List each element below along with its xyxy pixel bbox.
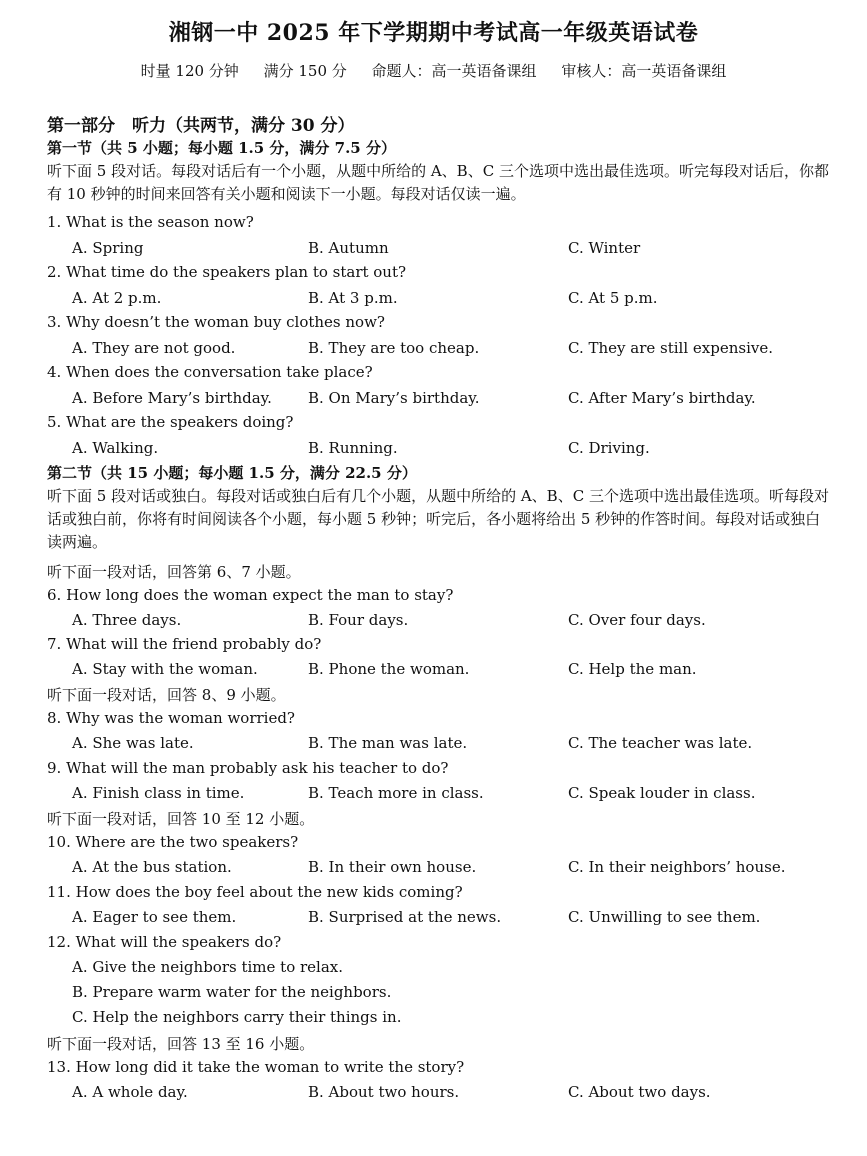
question-4-stem: 4. When does the conversation take place? xyxy=(47,363,373,381)
section2-instructions: 听下面 5 段对话或独白。每段对话或独白后有几个小题，从题中所给的 A、B、C 三个选项中选出最佳选项。听每段对话或独白前，你将有时间阅读各个小题，每小题 5 秒钟；听完后，各小题将给出 5 秒钟的作答时间。每段对话或独白读两遍。 xyxy=(47,487,829,551)
question-4-option-a: A. Before Mary’s birthday. xyxy=(72,389,272,407)
question-7-stem: 7. What will the friend probably do? xyxy=(47,635,322,653)
question-1-option-a: A. Spring xyxy=(72,239,144,257)
question-3-option-c: C. They are still expensive. xyxy=(568,339,773,357)
question-10-option-c: C. In their neighbors’ house. xyxy=(568,858,786,876)
question-12-option-b: B. Prepare warm water for the neighbors. xyxy=(72,983,392,1001)
question-9-stem: 9. What will the man probably ask his teacher to do? xyxy=(47,759,449,777)
question-7-option-b: B. Phone the woman. xyxy=(308,660,470,678)
question-6-option-b: B. Four days. xyxy=(308,611,409,629)
question-6-stem: 6. How long does the woman expect the man to stay? xyxy=(47,586,454,604)
question-4-option-c: C. After Mary’s birthday. xyxy=(568,389,756,407)
prompt-6-7: 听下面一段对话，回答第 6、7 小题。 xyxy=(47,563,301,581)
question-13-option-a: A. A whole day. xyxy=(72,1083,188,1101)
question-9-option-c: C. Speak louder in class. xyxy=(568,784,756,802)
exam-meta xyxy=(0,60,867,81)
part1-heading: 第一部分 听力（共两节，满分 30 分） xyxy=(47,116,355,136)
question-13-option-b: B. About two hours. xyxy=(308,1083,460,1101)
question-2-option-b: B. At 3 p.m. xyxy=(308,289,398,307)
question-7-option-a: A. Stay with the woman. xyxy=(72,660,258,678)
question-1-option-c: C. Winter xyxy=(568,239,641,257)
question-12-option-a: A. Give the neighbors time to relax. xyxy=(72,958,344,976)
question-5-stem: 5. What are the speakers doing? xyxy=(47,413,294,431)
question-5-option-b: B. Running. xyxy=(308,439,398,457)
question-8-stem: 8. Why was the woman worried? xyxy=(47,709,295,727)
question-1-stem: 1. What is the season now? xyxy=(47,213,254,231)
question-11-option-a: A. Eager to see them. xyxy=(72,908,237,926)
question-4-option-b: B. On Mary’s birthday. xyxy=(308,389,480,407)
reviewer: 审核人：高一英语备课组 xyxy=(561,62,727,80)
question-3-option-b: B. They are too cheap. xyxy=(308,339,480,357)
author: 命题人：高一英语备课组 xyxy=(371,62,537,80)
question-2-option-c: C. At 5 p.m. xyxy=(568,289,658,307)
question-12-option-c: C. Help the neighbors carry their things in. xyxy=(72,1008,402,1026)
section1-heading: 第一节（共 5 小题；每小题 1.5 分，满分 7.5 分） xyxy=(47,139,396,157)
section2-heading: 第二节（共 15 小题；每小题 1.5 分，满分 22.5 分） xyxy=(47,464,417,482)
question-2-stem: 2. What time do the speakers plan to start out? xyxy=(47,263,407,281)
question-9-option-a: A. Finish class in time. xyxy=(72,784,245,802)
question-11-stem: 11. How does the boy feel about the new kids coming? xyxy=(47,883,463,901)
question-8-option-b: B. The man was late. xyxy=(308,734,468,752)
prompt-10-12: 听下面一段对话，回答 10 至 12 小题。 xyxy=(47,810,315,828)
question-13-option-c: C. About two days. xyxy=(568,1083,711,1101)
question-9-option-b: B. Teach more in class. xyxy=(308,784,484,802)
question-6-option-a: A. Three days. xyxy=(72,611,182,629)
exam-title: 湘钢一中 2025 年下学期期中考试高一年级英语试卷 xyxy=(168,20,699,46)
question-11-option-c: C. Unwilling to see them. xyxy=(568,908,761,926)
time-limit: 时量 120 分钟 xyxy=(140,62,239,80)
section1-instructions: 听下面 5 段对话。每段对话后有一个小题，从题中所给的 A、B、C 三个选项中选出最佳选项。听完每段对话后，你都有 10 秒钟的时间来回答有关小题和阅读下一小题。每段对话仅读一遍。 xyxy=(47,162,829,203)
prompt-13-16: 听下面一段对话，回答 13 至 16 小题。 xyxy=(47,1035,315,1053)
question-8-option-c: C. The teacher was late. xyxy=(568,734,753,752)
question-10-option-b: B. In their own house. xyxy=(308,858,477,876)
question-5-option-a: A. Walking. xyxy=(72,439,159,457)
question-8-option-a: A. She was late. xyxy=(72,734,194,752)
prompt-8-9: 听下面一段对话，回答 8、9 小题。 xyxy=(47,686,286,704)
question-10-stem: 10. Where are the two speakers? xyxy=(47,833,299,851)
question-5-option-c: C. Driving. xyxy=(568,439,650,457)
question-2-option-a: A. At 2 p.m. xyxy=(72,289,162,307)
question-3-option-a: A. They are not good. xyxy=(72,339,236,357)
question-13-stem: 13. How long did it take the woman to write the story? xyxy=(47,1058,465,1076)
question-1-option-b: B. Autumn xyxy=(308,239,389,257)
full-score: 满分 150 分 xyxy=(263,62,347,80)
question-7-option-c: C. Help the man. xyxy=(568,660,697,678)
question-6-option-c: C. Over four days. xyxy=(568,611,706,629)
question-11-option-b: B. Surprised at the news. xyxy=(308,908,502,926)
question-3-stem: 3. Why doesn’t the woman buy clothes now? xyxy=(47,313,385,331)
question-10-option-a: A. At the bus station. xyxy=(72,858,232,876)
question-12-stem: 12. What will the speakers do? xyxy=(47,933,282,951)
